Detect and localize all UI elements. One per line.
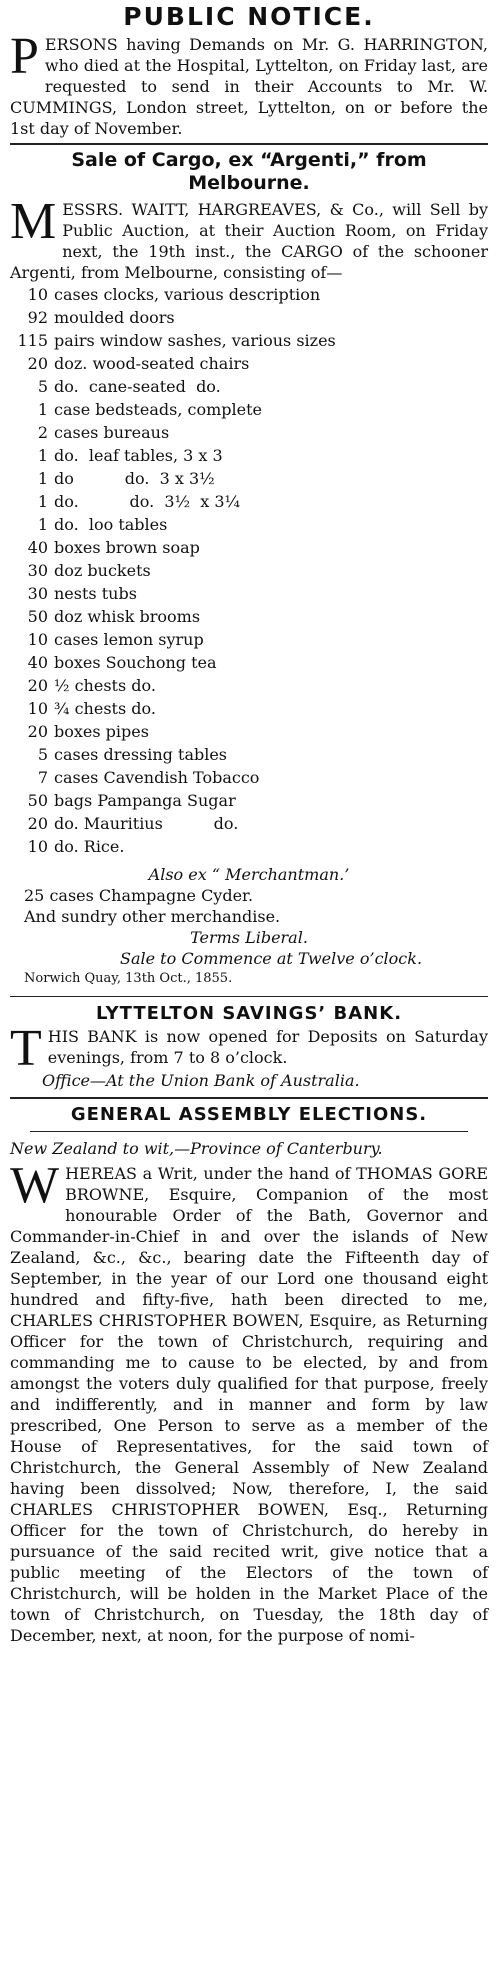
election-body	[10, 1157, 488, 1646]
cargo-item	[10, 697, 488, 720]
commence-line: Sale to Commence at Twelve o’clock.	[120, 949, 423, 968]
cargo-item-desc: case bedsteads, complete	[54, 400, 262, 419]
cargo-item-desc: boxes brown soap	[54, 538, 200, 557]
election-text: HEREAS a Writ, under the hand of THOMAS GORE BROWNE, Esquire, Companion of the most honourable Order of the Bath, Governor and Commander-in-Chief in and over the islands of New Zealand, &c., &c., bearing date the Fifteenth day of September, in the year of our Lord one thousand eight hundred and fifty-five, hath been directed to me, CHARLES CHRISTOPHER BOWEN, Esquire, as Returning Officer for the town of Christchurch, requiring and commanding me to cause to be elected, by and from amongst the voters duly qualified for that purpose, freely and indifferently, and in manner and form by law prescribed, One Person to serve as a member of the House of Representatives, for the said town of Christchurch, the General Assembly of New Zealand having been dissolved; Now, therefore, I, the said CHARLES CHRISTOPHER BOWEN, Esq., Returning Officer for the town of Christchurch, do hereby in pursuance of the said recited writ, give notice that a public meeting of the Electors of the town of Christchurch, will be holden in the Market Place of the town of Christchurch, on Tuesday, the 18th day of December, next, at noon, for the purpose of nomi-	[10, 1164, 488, 1645]
section-divider	[10, 1097, 488, 1099]
cargo-item	[10, 720, 488, 743]
election-dropcap: W	[10, 1157, 60, 1214]
cargo-item	[10, 605, 488, 628]
cargo-item	[10, 421, 488, 444]
public-notice-dropcap: P	[10, 28, 39, 85]
cargo-item	[10, 743, 488, 766]
cargo-item-qty: 1	[37, 515, 48, 534]
terms-line: Terms Liberal.	[190, 928, 308, 947]
cargo-item-desc: cases clocks, various description	[54, 285, 321, 304]
cargo-item	[10, 490, 488, 513]
cargo-item	[10, 766, 488, 789]
cargo-item	[10, 306, 488, 329]
cargo-item	[10, 582, 488, 605]
public-notice-text: ERSONS having Demands on Mr. G. HARRINGTON, who died at the Hospital, Lyttelton, on Friday last, are requested to send in their Accounts to Mr. W. CUMMINGS, London street, Lyttelton, on or before the 1st day of November.	[10, 35, 488, 138]
cargo-item-desc: cases dressing tables	[54, 745, 228, 764]
cargo-item	[10, 283, 488, 306]
cargo-item-qty: 50	[27, 607, 48, 626]
cargo-item-qty: 30	[27, 561, 48, 580]
cargo-item-desc: ½ chests do.	[54, 676, 156, 695]
cargo-item	[10, 329, 488, 352]
cargo-item-qty: 7	[37, 768, 48, 787]
cargo-item-desc: boxes pipes	[54, 722, 149, 741]
cargo-item-qty: 40	[27, 653, 48, 672]
election-title-rule	[30, 1131, 468, 1132]
section-divider	[10, 143, 488, 145]
bank-body	[10, 1020, 488, 1077]
cargo-item-desc: do. cane-seated do.	[54, 377, 221, 396]
cargo-item-desc: doz. wood-seated chairs	[54, 354, 250, 373]
cargo-item-desc: do. Mauritius do.	[54, 814, 239, 833]
section-divider	[10, 996, 488, 997]
cargo-item	[10, 812, 488, 835]
cargo-item-qty: 1	[37, 492, 48, 511]
cargo-item-qty: 20	[27, 722, 48, 741]
cargo-item-qty: 1	[37, 400, 48, 419]
cargo-item-desc: nests tubs	[54, 584, 137, 603]
cargo-sale-intro	[10, 193, 488, 283]
cargo-item-qty: 1	[37, 469, 48, 488]
public-notice-body	[10, 28, 488, 139]
cargo-item-qty: 2	[37, 423, 48, 442]
cargo-item-desc: bags Pampanga Sugar	[54, 791, 236, 810]
cargo-item-qty: 1	[37, 446, 48, 465]
cargo-item-qty: 10	[27, 630, 48, 649]
public-notice-title: PUBLIC NOTICE.	[123, 2, 375, 31]
bank-text: HIS BANK is now opened for Deposits on Saturday evenings, from 7 to 8 o’clock.	[47, 1027, 488, 1067]
election-subtitle: New Zealand to wit,—Province of Canterbury.	[10, 1139, 383, 1158]
cargo-item	[10, 674, 488, 697]
cargo-item-desc: moulded doors	[54, 308, 175, 327]
cargo-item	[10, 628, 488, 651]
cargo-item-qty: 5	[37, 377, 48, 396]
cargo-item	[10, 559, 488, 582]
cargo-item-qty: 30	[27, 584, 48, 603]
cargo-item-qty: 5	[37, 745, 48, 764]
cargo-item-qty: 20	[27, 676, 48, 695]
public-notice	[10, 0, 488, 139]
bank-office-text: Office—At the Union Bank of Australia.	[42, 1071, 360, 1090]
cargo-item-desc: boxes Souchong tea	[54, 653, 217, 672]
election-notice	[10, 1103, 488, 1646]
cargo-item-qty: 115	[17, 331, 48, 350]
cargo-item-desc: doz whisk brooms	[54, 607, 201, 626]
cargo-item-desc: ¾ chests do.	[54, 699, 156, 718]
cargo-item	[10, 352, 488, 375]
extra-item-champagne: 25 cases Champagne Cyder.	[24, 886, 254, 905]
cargo-item-qty: 10	[27, 699, 48, 718]
cargo-item-qty: 92	[27, 308, 48, 327]
cargo-item	[10, 835, 488, 858]
cargo-item-desc: do. Rice.	[54, 837, 125, 856]
cargo-item	[10, 375, 488, 398]
cargo-item	[10, 789, 488, 812]
cargo-item-desc: do. do. 3½ x 3¼	[54, 492, 241, 511]
extra-item-sundry: And sundry other merchandise.	[24, 907, 281, 926]
bank-dropcap: T	[10, 1020, 42, 1077]
cargo-item	[10, 536, 488, 559]
cargo-sale-notice	[10, 149, 488, 988]
cargo-item	[10, 444, 488, 467]
cargo-item-desc: pairs window sashes, various sizes	[54, 331, 336, 350]
cargo-item	[10, 467, 488, 490]
cargo-item-qty: 10	[27, 837, 48, 856]
bank-notice	[10, 1001, 488, 1091]
cargo-item-desc: doz buckets	[54, 561, 151, 580]
cargo-item-qty: 20	[27, 354, 48, 373]
cargo-item-qty: 10	[27, 285, 48, 304]
cargo-sale-dropcap: M	[10, 193, 57, 250]
cargo-dateline: Norwich Quay, 13th Oct., 1855.	[24, 971, 233, 986]
also-ex-line: Also ex “ Merchantman.’	[148, 865, 350, 884]
cargo-item	[10, 513, 488, 536]
cargo-item-desc: do do. 3 x 3½	[54, 469, 215, 488]
cargo-item-desc: cases lemon syrup	[54, 630, 204, 649]
bank-office	[10, 1070, 488, 1091]
cargo-item	[10, 398, 488, 421]
cargo-item-desc: do. leaf tables, 3 x 3	[54, 446, 223, 465]
cargo-item-desc: cases Cavendish Tobacco	[54, 768, 260, 787]
cargo-item-qty: 40	[27, 538, 48, 557]
cargo-item-desc: do. loo tables	[54, 515, 168, 534]
cargo-item-qty: 20	[27, 814, 48, 833]
bank-title: LYTTELTON SAVINGS’ BANK.	[95, 1003, 403, 1024]
cargo-item	[10, 651, 488, 674]
cargo-item-desc: cases bureaus	[54, 423, 170, 442]
cargo-item-qty: 50	[27, 791, 48, 810]
cargo-list	[10, 283, 488, 858]
cargo-sale-title: Sale of Cargo, ex “Argenti,” from Melbourne.	[71, 149, 427, 194]
cargo-sale-intro-text: ESSRS. WAITT, HARGREAVES, & Co., will Sell by Public Auction, at their Auction Room, on Friday next, the 19th inst., the CARGO of the schooner Argenti, from Melbourne, consisting of—	[10, 200, 488, 282]
election-title: GENERAL ASSEMBLY ELECTIONS.	[70, 1104, 428, 1125]
